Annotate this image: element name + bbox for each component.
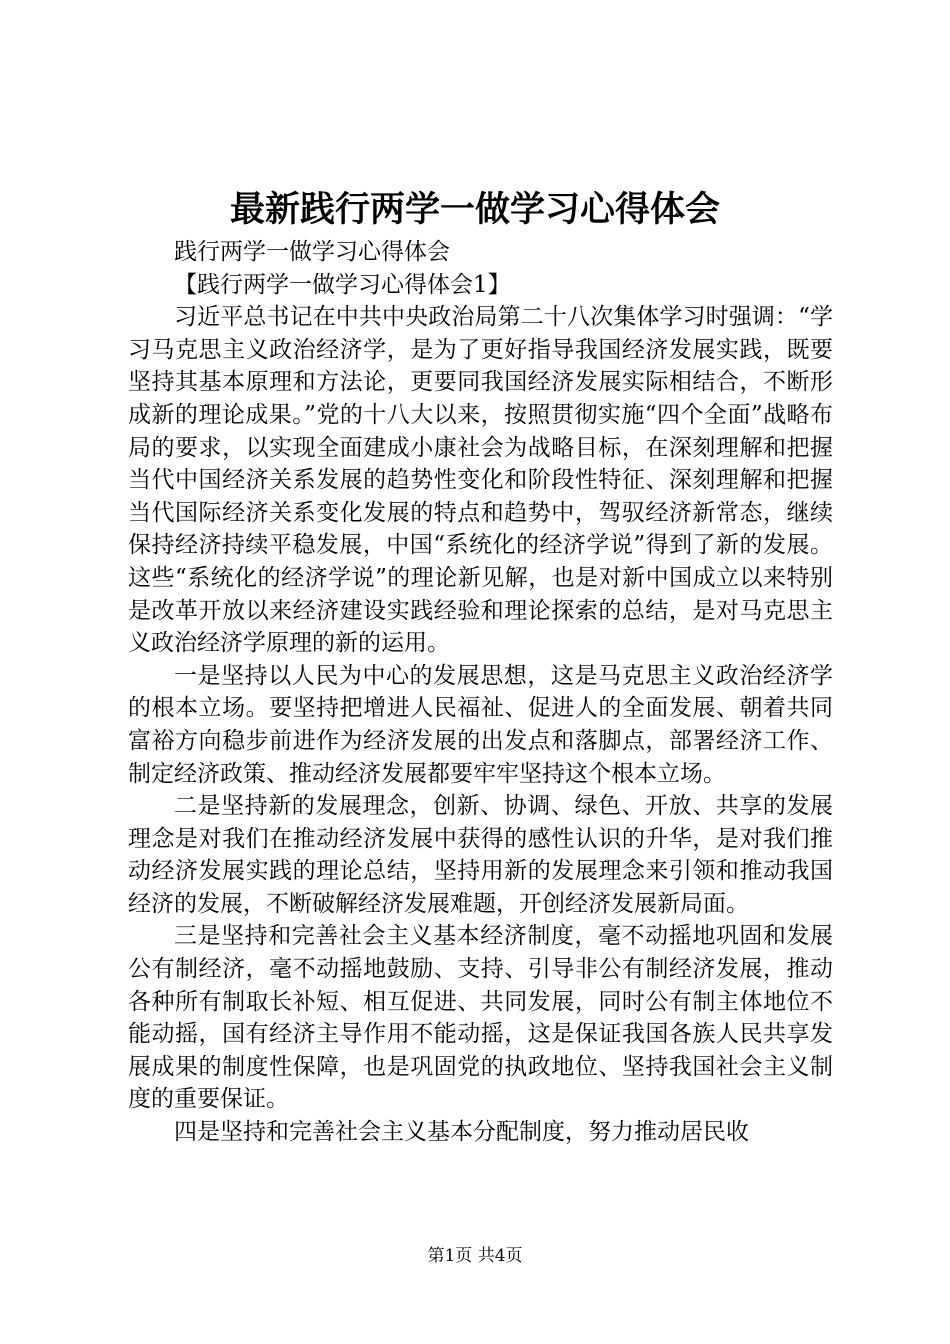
body-paragraph: 三是坚持和完善社会主义基本经济制度，毫不动摇地巩固和发展公有制经济，毫不动摇地鼓励、支持、引导非公有制经济发展，推动各种所有制取长补短、相互促进、共同发展，同时公有制主体地位不能动摇，国有经济主导作用不能动摇，这是保证我国各族人民共享发展成果的制度性保障，也是巩固党的执政地位、坚持我国社会主义制度的重要保证。 — [128, 923, 833, 1113]
document-body — [128, 236, 833, 1149]
body-paragraph: 四是坚持和完善社会主义基本分配制度，努力推动居民收 — [174, 1119, 749, 1146]
body-paragraph: 一是坚持以人民为中心的发展思想，这是马克思主义政治经济学的根本立场。要坚持把增进人民福祉、促进人的全面发展、朝着共同富裕方向稳步前进作为经济发展的出发点和落脚点，部署经济工作、制定经济政策、推动经济发展都要牢牢坚持这个根本立场。 — [128, 662, 833, 787]
body-paragraph: 二是坚持新的发展理念，创新、协调、绿色、开放、共享的发展理念是对我们在推动经济发展中获得的感性认识的升华，是对我们推动经济发展实践的理论总结，坚持用新的发展理念来引领和推动我国经济的发展，不断破解经济发展难题，开创经济发展新局面。 — [128, 793, 833, 917]
subtitle-paragraph: 践行两学一做学习心得体会 — [174, 239, 450, 265]
document-title: 最新践行两学一做学习心得体会 — [229, 189, 720, 230]
page-number-footer: 第1页 共4页 — [427, 1246, 523, 1266]
section-heading: 【践行两学一做学习心得体会1】 — [174, 271, 511, 298]
body-paragraph: 习近平总书记在中共中央政治局第二十八次集体学习时强调：“学习马克思主义政治经济学，是为了更好指导我国经济发展实践，既要坚持其基本原理和方法论，更要同我国经济发展实际相结合，不断形成新的理论成果。”党的十八大以来，按照贯彻实施“四个全面”战略布局的要求，以实现全面建成小康社会为战略目标，在深刻理解和把握当代中国经济关系发展的趋势性变化和阶段性特征、深刻理解和把握当代国际经济关系变化发展的特点和趋势中，驾驭经济新常态，继续保持经济持续平稳发展，中国“系统化的经济学说”得到了新的发展。这些“系统化的经济学说”的理论新见解，也是对新中国成立以来特别是改革开放以来经济建设实践经验和理论探索的总结，是对马克思主义政治经济学原理的新的运用。 — [128, 304, 833, 657]
